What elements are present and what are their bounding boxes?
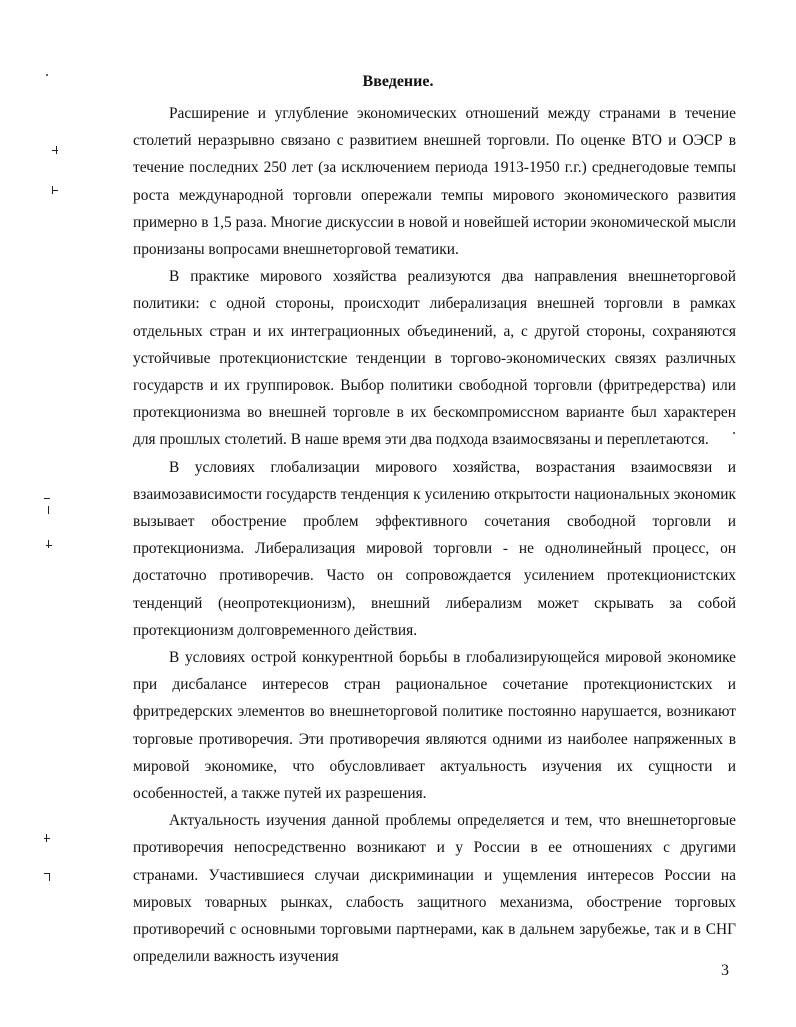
scan-mark [52,150,58,151]
paragraph-4: В условиях острой конкурентной борьбы в глобализирующейся мировой экономике при дисбалансе интересов стран рациональное сочетание протекционистских и фритредерских элементов во внешнеторговой политике постоянно нарушается, возникают торговые противоречия. Эти противоречия являются одними из наиболее напряженных в мировой экономике, что обусловливает актуальность изучения их сущности и особенностей, а также путей их разрешения. [133,649,736,803]
paragraph-1: Расширение и углубление экономических отношений между странами в течение столетий неразрывно связано с развитием внешней торговли. По оценке ВТО и ОЭСР в течение последних 250 лет (за исключением периода 1913-1950 г.г.) среднегодовые темпы роста международной торговли опережали темпы мирового экономического развития примерно в 1,5 раза. Многие дискуссии в новой и новейшей истории экономической мысли пронизаны вопросами внешнеторговой тематики. [133,105,736,259]
scan-mark [46,545,52,546]
scan-mark [48,506,49,514]
scan-mark [44,838,50,839]
scan-mark [44,498,50,499]
document-body [133,100,736,971]
scan-mark [49,873,50,881]
scan-mark [46,834,47,842]
scan-mark [48,540,49,548]
paragraph-3: В условиях глобализации мирового хозяйства, возрастания взаимосвязи и взаимозависимости государств тенденция к усилению открытости национальных экономик вызывает обострение проблем эффективного сочетания свободной торговли и протекционизма. Либерализация мировой торговли - не однолинейный процесс, он достаточно противоречив. Часто он сопровождается усилением протекционистских тенденций (неопротекционизм), внешний либерализм может скрывать за собой протекционизм долговременного действия. [133,458,736,639]
scan-speck [733,432,735,434]
section-title: Введение. [362,73,434,90]
page-number: 3 [721,962,729,979]
paragraph-2: В практике мирового хозяйства реализуются два направления внешнеторговой политики: с одной стороны, происходит либерализация внешней торговли в рамках отдельных стран и их интеграционных объединений, а, с другой стороны, сохраняются устойчивые протекционистские тенденции в торгово-экономических связях различных государств и их группировок. Выбор политики свободной торговли (фритредерства) или протекционизма во внешней торговле в их бескомпромиссном варианте был характерен для прошлых столетий. В наше время эти два подхода взаимосвязаны и переплетаются. [133,268,736,449]
paragraph-5: Актуальность изучения данной проблемы определяется и тем, что внешнеторговые противоречия непосредственно возникают и у России в ее отношениях с другими странами. Участившиеся случаи дискриминации и ущемления интересов России на мировых товарных рынках, слабость защитного механизма, обострение торговых противоречий с основными торговыми партнерами, как в дальнем зарубежье, так и в СНГ определили важность изучения [133,812,736,966]
scan-mark [52,186,53,194]
scan-speck [46,74,48,76]
scan-mark [56,146,57,154]
